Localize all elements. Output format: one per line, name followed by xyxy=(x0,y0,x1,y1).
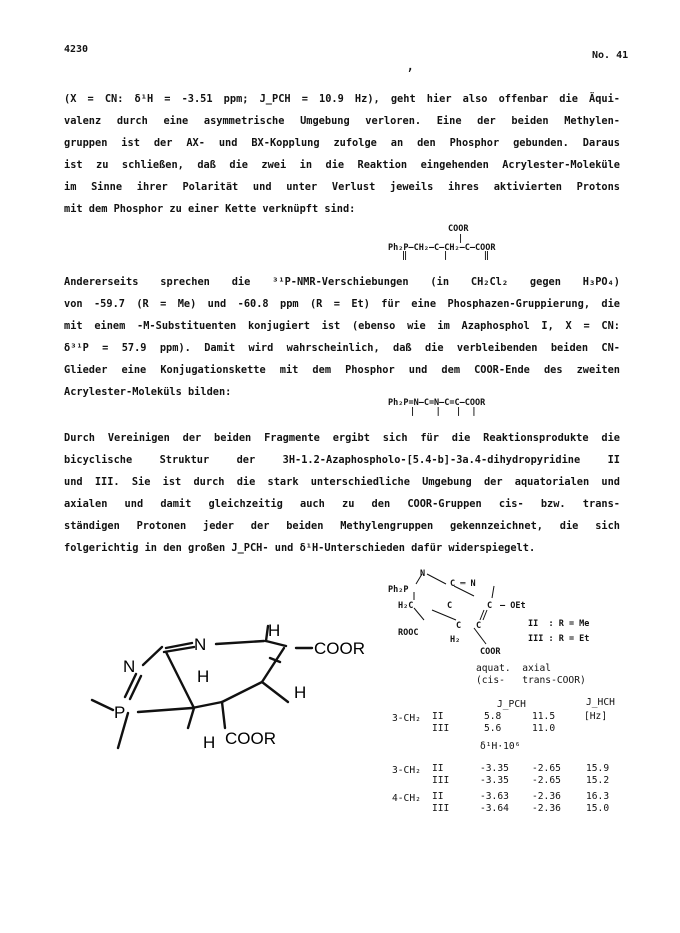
atom-label: ROOC xyxy=(398,628,419,638)
text-line: Glieder eine Konjugationskette mit dem Phosphor und dem COOR-Ende des zweiten xyxy=(64,364,620,376)
atom-label: H xyxy=(268,621,281,640)
atom-label: H xyxy=(294,683,307,702)
text-line: mit einem -M-Substituenten konjugiert ist (ebenso wie im Azaphosphol I, X = CN: xyxy=(64,320,620,332)
delta-header: δ¹H·10⁶ xyxy=(480,741,521,752)
table-cell: [Hz] xyxy=(584,711,608,722)
table-cell: -3.64 xyxy=(480,803,509,814)
text-line: folgerichtig in den großen J_PCH- und δ¹H-Unterschieden dafür widerspiegelt. xyxy=(64,542,536,554)
text-line: δ³¹P = 57.9 ppm). Damit wird wahrscheinlich, daß die verbleibenden beiden CN- xyxy=(64,342,620,354)
table-cell: 15.2 xyxy=(586,775,610,786)
table-cell: II xyxy=(432,791,444,802)
atom-label: N xyxy=(420,569,426,579)
stereo-structure-diagram xyxy=(70,600,380,770)
group-label: COOR xyxy=(314,639,365,658)
table-cell: III xyxy=(432,775,450,786)
text-line: ist zu schließen, daß die zwei in die Reaktion eingehenden Acrylester-Moleküle xyxy=(64,159,620,171)
text-line: axialen und damit gleichzeitig auch zu den COOR-Gruppen cis- bzw. trans- xyxy=(64,498,620,510)
table-cell: II xyxy=(432,711,444,722)
atom-label: C xyxy=(447,601,453,611)
table-cell: 5.8 xyxy=(484,711,502,722)
atom-label: C xyxy=(476,621,482,631)
atom-label: C xyxy=(487,601,493,611)
atom-label: C xyxy=(456,621,462,631)
text-line: Durch Vereinigen der beiden Fragmente ergibt sich für die Reaktionsprodukte die xyxy=(64,432,620,444)
table-cell: III xyxy=(432,803,450,814)
table-cell: 16.3 xyxy=(586,791,610,802)
formula-1-double-bonds: ‖ | ‖ xyxy=(402,251,489,261)
legend-ii: II : R = Me xyxy=(528,619,590,629)
atom-label: H₂C xyxy=(398,601,414,611)
table-cell: 15.0 xyxy=(586,803,610,814)
group-label: COOR xyxy=(225,729,276,748)
table-cell: -2.36 xyxy=(532,803,561,814)
text-line: und III. Sie ist durch die stark unterschiedliche Umgebung der aquatorialen und xyxy=(64,476,620,488)
atom-label: COOR xyxy=(480,647,501,657)
text-line: mit dem Phosphor zu einer Kette verknüpft sind: xyxy=(64,203,356,215)
stray-mark: , xyxy=(406,58,415,74)
col-header-2: (cis- trans-COOR) xyxy=(476,675,586,686)
text-line: Andererseits sprechen die ³¹P-NMR-Verschiebungen (in CH₂Cl₂ gegen H₃PO₄) xyxy=(64,276,620,288)
table-cell: III xyxy=(432,723,450,734)
formula-1-main: Ph₂P–CH₂–C–CH₂–C–COOR xyxy=(388,243,496,253)
table-cell: -2.65 xyxy=(532,775,561,786)
atom-label: — OEt xyxy=(500,601,526,611)
table-cell: 15.9 xyxy=(586,763,610,774)
atom-label: N xyxy=(194,635,207,654)
text-line: im Sinne ihrer Polarität und unter Verlust jeweils ihres aktivierten Protons xyxy=(64,181,620,193)
table-cell: 4-CH₂ xyxy=(392,793,421,804)
formula-1-top: COOR xyxy=(448,224,469,234)
text-line: gruppen ist der AX- und BX-Kopplung zufolge an den Phosphor gebunden. Daraus xyxy=(64,137,620,149)
jhch-header: J_HCH xyxy=(586,697,615,708)
legend-iii: III : R = Et xyxy=(528,634,590,644)
text-line: ständigen Protonen jeder der beiden Methylengruppen gekennzeichnet, die sich xyxy=(64,520,620,532)
atom-label: H₂ xyxy=(450,635,461,645)
table-cell: 3-CH₂ xyxy=(392,765,421,776)
atom-label: Ph₂P xyxy=(388,585,409,595)
ring-bonds xyxy=(384,566,524,656)
formula-2-bonds: | | | | xyxy=(410,407,477,417)
text-line: bicyclische Struktur der 3H-1.2-Azaphospholo-[5.4-b]-3a.4-dihydropyridine II xyxy=(64,454,620,466)
table-cell: -2.65 xyxy=(532,763,561,774)
atom-label: N xyxy=(123,657,136,676)
table-cell: 11.0 xyxy=(532,723,556,734)
table-cell: -3.35 xyxy=(480,763,509,774)
table-cell: -3.63 xyxy=(480,791,509,802)
text-line: von -59.7 (R = Me) und -60.8 ppm (R = Et) für eine Phosphazen-Gruppierung, die xyxy=(64,298,620,310)
formula-1-bond: | xyxy=(458,234,464,244)
table-cell: -2.36 xyxy=(532,791,561,802)
atom-label: H xyxy=(203,733,216,752)
table-cell: -3.35 xyxy=(480,775,509,786)
text-line: (X = CN: δ¹H = -3.51 ppm; J_PCH = 10.9 Hz), geht hier also offenbar die Äqui- xyxy=(64,93,620,105)
atom-label: H xyxy=(197,667,210,686)
table-cell: 11.5 xyxy=(532,711,556,722)
atom-label: C ═ N xyxy=(450,579,476,589)
table-cell: II xyxy=(432,763,444,774)
table-cell: 3-CH₂ xyxy=(392,713,421,724)
text-line: Acrylester-Moleküls bilden: xyxy=(64,386,232,398)
issue-number: No. 41 xyxy=(592,50,629,61)
text-line: valenz durch eine asymmetrische Umgebung verloren. Eine der beiden Methylen- xyxy=(64,115,620,127)
page-number: 4230 xyxy=(64,44,89,55)
col-header-1: aquat. axial xyxy=(476,663,552,674)
formula-2-main: Ph₂P=N–C=N–C=C–COOR xyxy=(388,398,486,408)
table-cell: 5.6 xyxy=(484,723,502,734)
jpch-header: J_PCH xyxy=(497,699,526,710)
atom-label: P xyxy=(114,703,126,722)
